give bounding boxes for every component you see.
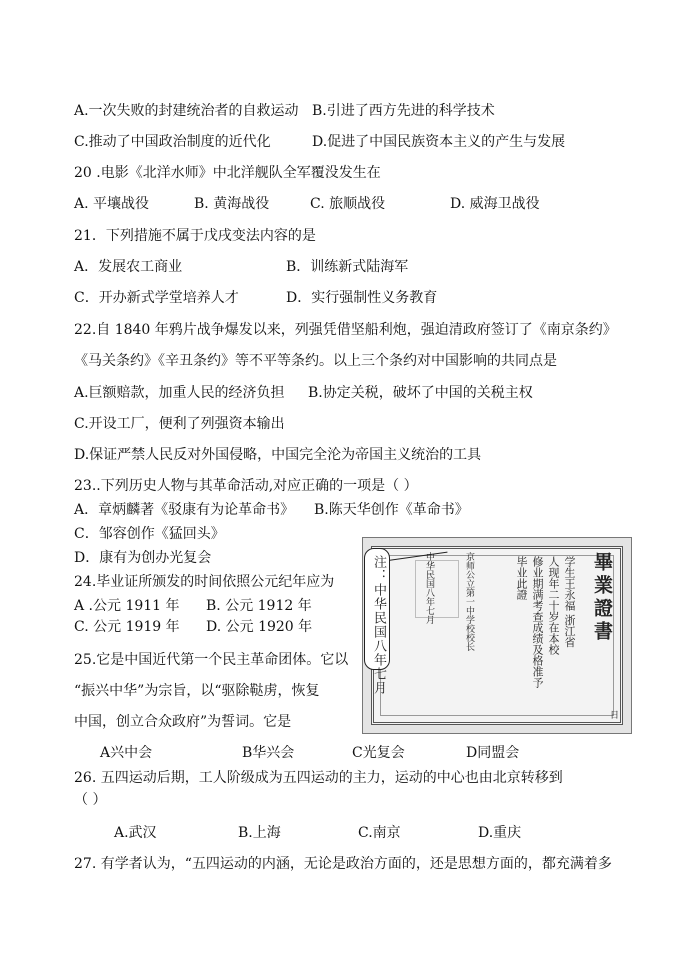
q25-stem-line2: “振兴中华”为宗旨，以“驱除鞑虏，恢复 xyxy=(74,683,320,699)
q24-option-b: B. 公元 1912 年 xyxy=(206,598,312,614)
certificate-col3: 修业期满考查成绩及格准予 xyxy=(531,556,544,688)
q23-option-d: D．康有为创办光复会 xyxy=(74,550,212,566)
q22-stem-line1: 22.自 1840 年鸦片战争爆发以来，列强凭借坚船利炮，强迫清政府签订了《南京条约》 xyxy=(74,322,617,338)
certificate-col4: 毕业此證 xyxy=(515,556,528,600)
q26-stem-line1: 26. 五四运动后期，工人阶级成为五四运动的主力，运动的中心也由北京转移到 xyxy=(74,770,563,786)
q22-option-c: C.开设工厂，便利了列强资本输出 xyxy=(74,416,285,432)
q19-option-b: B.引进了西方先进的科学技术 xyxy=(312,103,495,119)
q25-option-b: B华兴会 xyxy=(242,745,295,761)
q23-option-b: B.陈天华创作《革命书》 xyxy=(314,502,469,518)
q22-option-b: B.协定关税，破坏了中国的关税主权 xyxy=(308,385,533,401)
q23-option-c: C．邹容创作《猛回头》 xyxy=(74,526,225,542)
q20-option-b: B. 黄海战役 xyxy=(194,196,270,212)
q20-option-d: D. 威海卫战役 xyxy=(450,196,540,212)
q21-option-a: A．发展农工商业 xyxy=(74,259,183,275)
q25-stem-line3: 中国，创立合众政府”为誓词。它是 xyxy=(74,714,292,730)
q22-option-a: A.巨额赔款，加重人民的经济负担 xyxy=(74,385,285,401)
certificate-note-callout xyxy=(364,548,390,695)
q26-option-c: C.南京 xyxy=(358,825,401,841)
certificate-day-char: 日 xyxy=(608,710,618,719)
q23-stem: 23..下列历史人物与其革命活动,对应正确的一项是（ ） xyxy=(74,478,418,494)
q25-option-a: A兴中会 xyxy=(100,745,153,761)
q27-stem: 27. 有学者认为，“五四运动的内涵，无论是政治方面的，还是思想方面的，都充满着多 xyxy=(74,856,612,872)
q19-option-d: D.促进了中国民族资本主义的产生与发展 xyxy=(312,134,566,150)
q21-option-b: B．训练新式陆海军 xyxy=(286,259,409,275)
q22-stem-line2: 《马关条约》《辛丑条约》等不平等条约。以上三个条约对中国影响的共同点是 xyxy=(74,353,557,369)
q21-option-c: C．开办新式学堂培养人才 xyxy=(74,290,239,306)
certificate-col5: 京师公立第一中学校校长 xyxy=(464,552,474,651)
q26-option-a: A.武汉 xyxy=(114,825,157,841)
q25-stem-line1: 25.它是中国近代第一个民主革命团体。它以 xyxy=(74,652,349,668)
q26-option-d: D.重庆 xyxy=(478,825,522,841)
certificate-title: 畢業證書 xyxy=(591,552,613,644)
q25-option-d: D同盟会 xyxy=(466,745,520,761)
q19-option-c: C.推动了中国政治制度的近代化 xyxy=(74,134,271,150)
certificate-col6: 中华民国八年七月 xyxy=(424,552,434,624)
q22-option-d: D.保证严禁人民反对外国侵略，中国完全沦为帝国主义统治的工具 xyxy=(74,447,482,463)
q24-option-a: A .公元 1911 年 xyxy=(74,598,180,614)
q26-option-b: B.上海 xyxy=(238,825,281,841)
q21-option-d: D．实行强制性义务教育 xyxy=(286,290,438,306)
q24-option-c: C. 公元 1919 年 xyxy=(74,619,180,635)
q20-option-a: A. 平壤战役 xyxy=(74,196,150,212)
graduation-certificate-image xyxy=(362,537,632,734)
q26-stem-line2: （ ） xyxy=(74,792,107,808)
q24-option-d: D. 公元 1920 年 xyxy=(206,619,313,635)
q25-option-c: C光复会 xyxy=(352,745,405,761)
certificate-frame xyxy=(371,546,623,725)
q20-option-c: C. 旅顺战役 xyxy=(310,196,386,212)
q24-stem: 24.毕业证所颁发的时间依照公元纪年应为 xyxy=(74,574,335,590)
q20-stem: 20 .电影《北洋水师》中北洋舰队全军覆没发生在 xyxy=(74,165,381,181)
certificate-col2: 人现年二十岁在本校 xyxy=(547,556,560,655)
certificate-col1: 学生王永福 浙江省 xyxy=(563,556,576,648)
q23-option-a: A．章炳麟著《驳康有为论革命书》 xyxy=(74,502,295,518)
q21-stem: 21．下列措施不属于戊戌变法内容的是 xyxy=(74,228,316,244)
certificate-seal-mark xyxy=(415,560,459,618)
q19-option-a: A.一次失败的封建统治者的自救运动 xyxy=(74,103,299,119)
certificate-note-text: 注：中华民国八年七月 xyxy=(371,555,386,695)
